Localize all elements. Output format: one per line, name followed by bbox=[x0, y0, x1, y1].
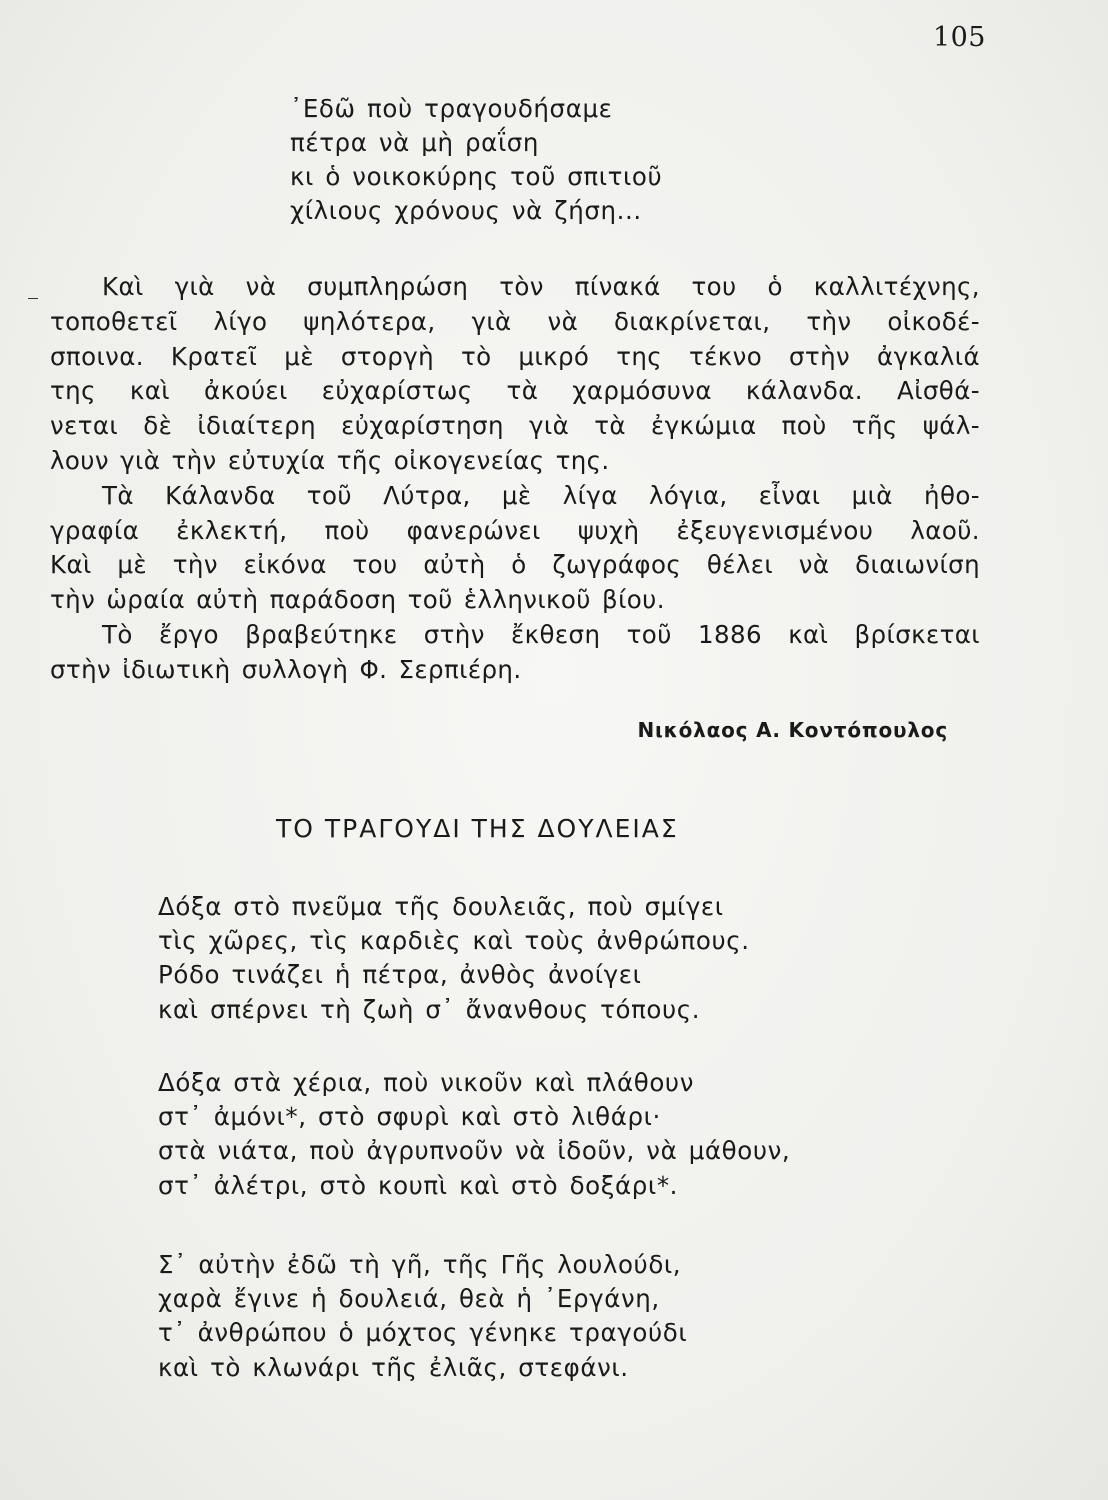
poem-line: στὰ νιάτα, ποὺ ἀγρυπνοῦν νὰ ἰδοῦν, νὰ μάθουν, bbox=[158, 1136, 791, 1166]
prose-line: Καὶ γιὰ νὰ συμπληρώση τὸν πίνακά του ὁ καλλιτέχνης, bbox=[102, 272, 980, 301]
prose-line: Τὰ Κάλανδα τοῦ Λύτρα, μὲ λίγα λόγια, εἶναι μιὰ ἠθο- bbox=[102, 480, 980, 510]
poem-line: καὶ σπέρνει τὴ ζωὴ σ᾿ ἄνανθους τόπους. bbox=[158, 994, 701, 1024]
poem-line: τ᾿ ἀνθρώπου ὁ μόχτος γένηκε τραγούδι bbox=[158, 1318, 688, 1348]
prose-line: της καὶ ἀκούει εὐχαρίστως τὰ χαρμόσυνα κάλανδα. Αἰσθά- bbox=[50, 376, 980, 406]
author-signature: Νικόλαος Α. Κοντόπουλος bbox=[637, 718, 948, 742]
poem-line: τὶς χῶρες, τὶς καρδιὲς καὶ τοὺς ἀνθρώπους. bbox=[158, 926, 750, 956]
poem-line: χαρὰ ἔγινε ἡ δουλειά, θεὰ ἡ ᾿Εργάνη, bbox=[158, 1284, 660, 1314]
verse-line: χίλιους χρόνους νὰ ζήση... bbox=[290, 196, 642, 225]
prose-line: λουν γιὰ τὴν εὐτυχία τῆς οἰκογενείας της. bbox=[50, 445, 610, 475]
poem-line: στ᾿ ἀμόνι*, στὸ σφυρὶ καὶ στὸ λιθάρι· bbox=[158, 1102, 661, 1132]
poem-line: Σ᾿ αὐτὴν ἐδῶ τὴ γῆ, τῆς Γῆς λουλούδι, bbox=[158, 1250, 682, 1279]
poem-stanza bbox=[158, 1066, 790, 1203]
section-title: ΤΟ ΤΡΑΓΟΥΔΙ ΤΗΣ ΔΟΥΛΕΙΑΣ bbox=[276, 814, 679, 843]
poem-stanza bbox=[158, 1248, 687, 1385]
verse-line: πέτρα νὰ μὴ ραΐση bbox=[290, 128, 540, 157]
poem-line: Ρόδο τινάζει ἡ πέτρα, ἀνθὸς ἀνοίγει bbox=[158, 960, 642, 990]
margin-mark bbox=[28, 298, 38, 299]
prose-line: νεται δὲ ἰδιαίτερη εὐχαρίστηση γιὰ τὰ ἐγκώμια ποὺ τῆς ψάλ- bbox=[50, 411, 980, 441]
prose-line: σποινα. Κρατεῖ μὲ στοργὴ τὸ μικρό της τέκνο στὴν ἀγκαλιά bbox=[50, 341, 980, 371]
verse-line: ᾿Εδῶ ποὺ τραγουδήσαμε bbox=[290, 94, 613, 123]
poem-stanza bbox=[158, 890, 750, 1027]
poem-line: Δόξα στὸ πνεῦμα τῆς δουλειᾶς, ποὺ σμίγει bbox=[158, 892, 724, 921]
prose-line: Καὶ μὲ τὴν εἰκόνα του αὐτὴ ὁ ζωγράφος θέλει νὰ διαιωνίση bbox=[50, 550, 980, 580]
prose-line: τὴν ὡραία αὐτὴ παράδοση τοῦ ἑλληνικοῦ βίου. bbox=[50, 585, 665, 615]
opening-verse bbox=[290, 92, 662, 228]
page-number: 105 bbox=[932, 22, 986, 53]
prose-line: Τὸ ἔργο βραβεύτηκε στὴν ἔκθεση τοῦ 1886 καὶ βρίσκεται bbox=[102, 619, 980, 649]
prose-text bbox=[50, 270, 980, 688]
prose-line: γραφία ἐκλεκτή, ποὺ φανερώνει ψυχὴ ἐξευγενισμένου λαοῦ. bbox=[50, 515, 980, 545]
prose-line: στὴν ἰδιωτικὴ συλλογὴ Φ. Σερπιέρη. bbox=[50, 654, 522, 684]
prose-line: τοποθετεῖ λίγο ψηλότερα, γιὰ νὰ διακρίνεται, τὴν οἰκοδέ- bbox=[50, 306, 980, 336]
verse-line: κι ὁ νοικοκύρης τοῦ σπιτιοῦ bbox=[290, 162, 663, 191]
poem-line: στ᾿ ἀλέτρι, στὸ κουπὶ καὶ στὸ δοξάρι*. bbox=[158, 1170, 679, 1200]
poem-line: καὶ τὸ κλωνάρι τῆς ἐλιᾶς, στεφάνι. bbox=[158, 1352, 629, 1382]
poem-line: Δόξα στὰ χέρια, ποὺ νικοῦν καὶ πλάθουν bbox=[158, 1068, 694, 1097]
